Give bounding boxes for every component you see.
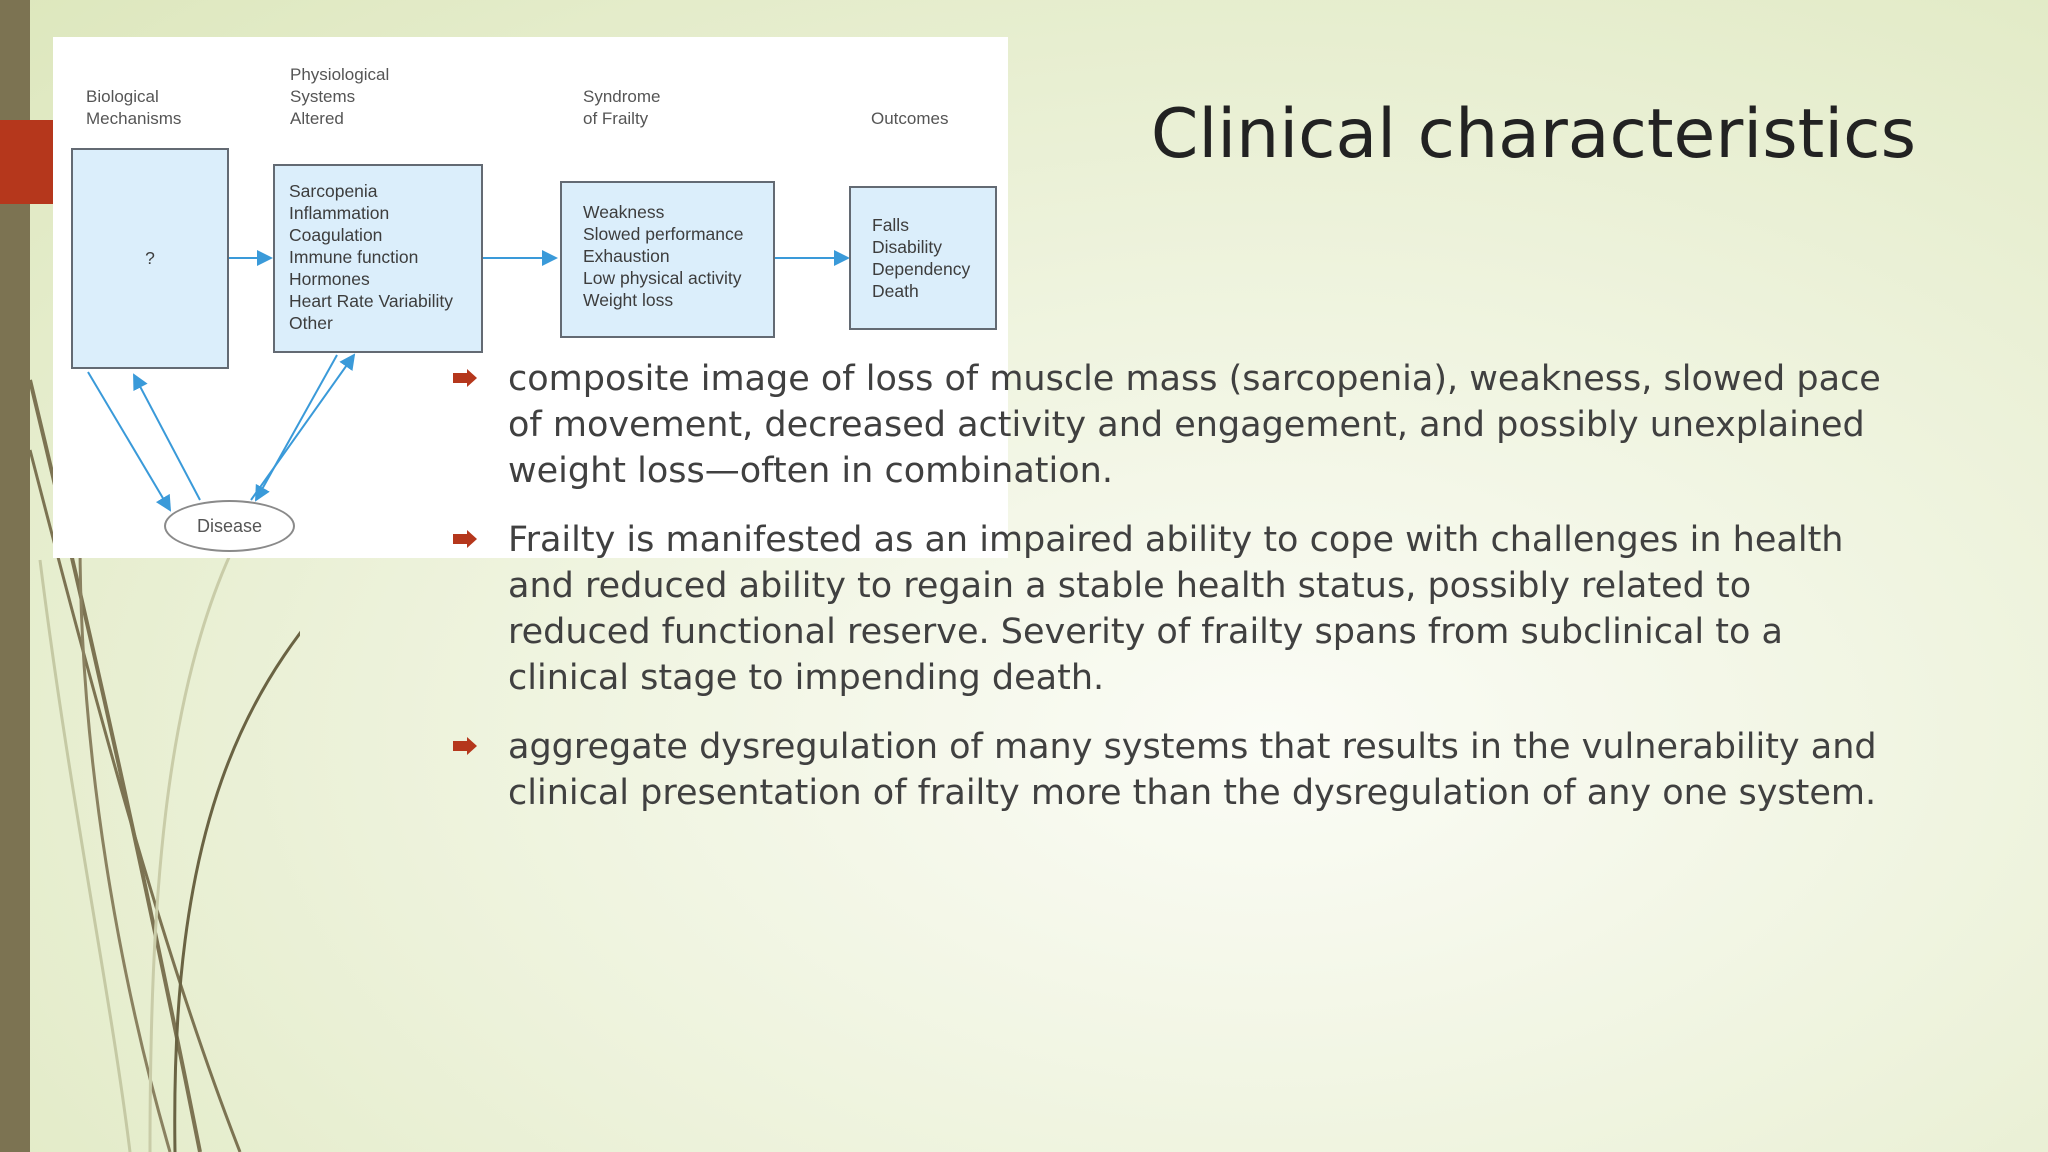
arrow-disease-to-physiological xyxy=(251,355,354,500)
header-biological-mechanisms: Biological Mechanisms xyxy=(86,87,182,128)
header-physiological-systems: Physiological Systems Altered xyxy=(290,65,390,128)
slide-title: Clinical characteristics xyxy=(1150,95,1916,174)
box-outcomes xyxy=(849,186,997,330)
bullet-list xyxy=(450,356,1900,839)
box-outcomes-text: Falls Disability Dependency Death xyxy=(872,215,971,301)
arrow-biological-to-disease xyxy=(88,372,170,510)
bullet-item xyxy=(450,356,1900,494)
arrow-physiological-to-disease xyxy=(256,355,337,500)
arrow-bullet-icon xyxy=(452,529,478,549)
disease-node: Disease xyxy=(164,500,295,552)
header-syndrome-of-frailty: Syndrome of Frailty xyxy=(583,87,661,128)
box-syndrome-text: Weakness Slowed performance Exhaustion Low physical activity Weight loss xyxy=(583,202,744,310)
bullet-item xyxy=(450,517,1900,701)
header-outcomes: Outcomes xyxy=(871,109,949,128)
box-biological-mechanisms xyxy=(71,148,229,369)
bullet-item xyxy=(450,724,1900,816)
arrow-bullet-icon xyxy=(452,368,478,388)
box-syndrome-of-frailty xyxy=(560,181,775,338)
box-physiological-text: Sarcopenia Inflammation Coagulation Immune function Hormones Heart Rate Variability Other xyxy=(289,181,454,333)
bullet-text: aggregate dysregulation of many systems that results in the vulnerability and clinical presentation of frailty more than the dysregulation of any one system. xyxy=(508,727,1877,813)
bullet-text: composite image of loss of muscle mass (sarcopenia), weakness, slowed pace of movement, decreased activity and engagement, and possibly unexplained weight loss—often in combination. xyxy=(508,359,1881,491)
box-physiological-systems xyxy=(273,164,483,353)
arrow-bullet-icon xyxy=(452,736,478,756)
bullet-text: Frailty is manifested as an impaired ability to cope with challenges in health and reduced ability to regain a stable health status, possibly related to reduced functional reserve. Severity of frailty spans from subclinical to a clinical stage to impending death. xyxy=(508,520,1844,698)
arrow-disease-to-biological xyxy=(134,375,200,500)
box-biological-text: ? xyxy=(145,248,155,268)
